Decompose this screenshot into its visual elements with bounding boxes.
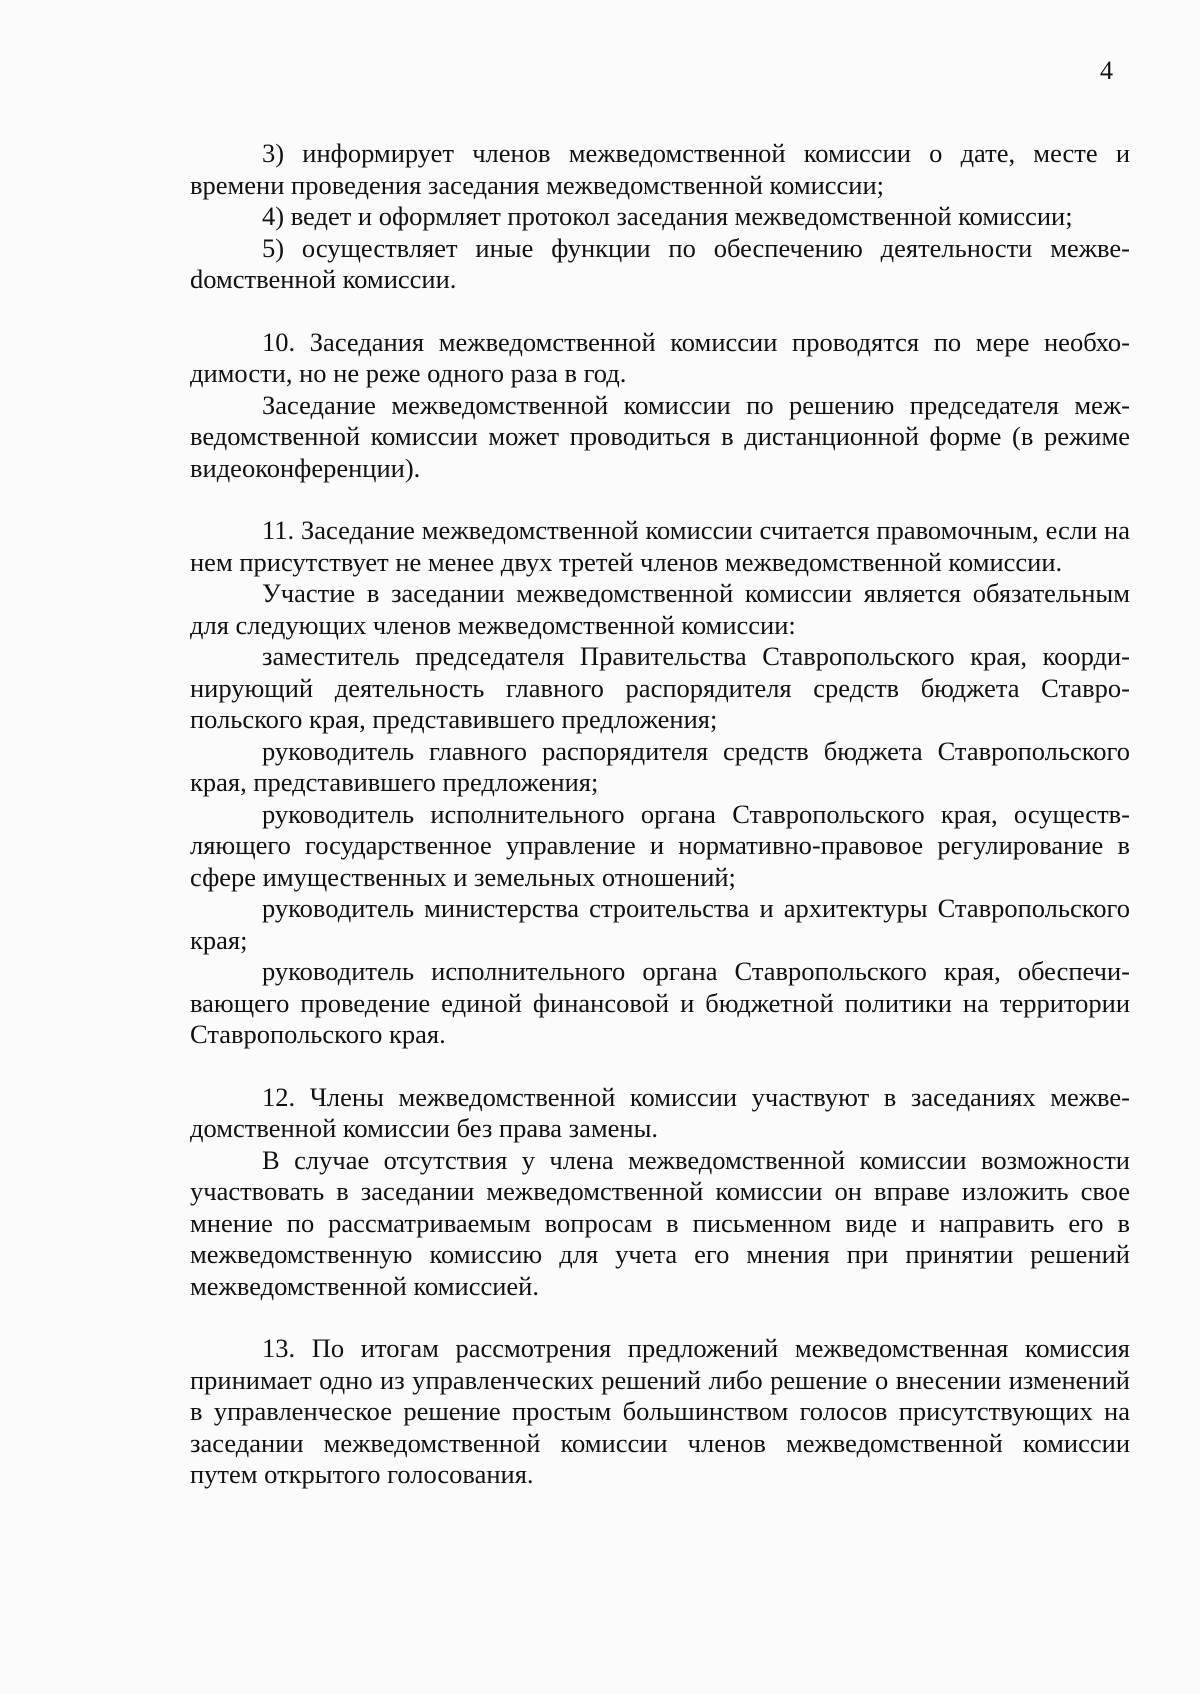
document-body xyxy=(190,138,1130,1491)
list-item-finance-authority: руководитель исполнительного органа Ставропольского края, обеспечивающего проведение единой финансовой и бюджетной политики на территории Ставропольского края. xyxy=(190,956,1130,1049)
paragraph-9-4: 4) ведет и оформляет протокол заседания межведомственной комиссии; xyxy=(262,201,1073,231)
paragraph-11-mandatory: Участие в заседании межведомственной комиссии является обязательным для следующих членов межведомственной комиссии: xyxy=(190,578,1130,640)
page-number: 4 xyxy=(1100,56,1113,85)
paragraph-10-remote: Заседание межведомственной комиссии по решению председателя межведомственной комиссии может проводиться в дистанционной форме (в режиме видеоконференции). xyxy=(190,389,1130,483)
paragraph-11: 11. Заседание межведомственной комиссии считается правомочным, если на нем присутствует не менее двух третей членов межведомственной комиссии. xyxy=(190,515,1130,577)
list-item-property-authority: руководитель исполнительного органа Ставропольского края, осуществляющего государственное управление и нормативно-правовое регулирование в сфере имущественных и земельных отношений; xyxy=(190,798,1130,892)
paragraph-9-5: 5) осуществляет иные функции по обеспечению деятельности межвеdомственной комиссии. xyxy=(190,232,1130,294)
paragraph-12-absence: В случае отсутствия у члена межведомственной комиссии возможности участвовать в заседании межведомственной комиссии он вправе изложить свое мнение по рассматриваемым вопросам в письменном виде и направить его в межведомственную комиссию для учета его мнения при принятии решений межведомственной комиссией. xyxy=(190,1144,1130,1301)
paragraph-13: 13. По итогам рассмотрения предложений межведомственная комиссия принимает одно из управленческих решений либо решение о внесении изменений в управленческое решение простым большинством голосов присутствующих на заседании межведомственной комиссии членов межведомственной комиссии путем открытого голосования. xyxy=(190,1333,1130,1489)
list-item-budget-manager: руководитель главного распорядителя средств бюджета Ставропольского края, представившего предложения; xyxy=(190,735,1130,797)
paragraph-12: 12. Члены межведомственной комиссии участвуют в заседаниях межведомственной комиссии без права замены. xyxy=(190,1081,1130,1143)
list-item-deputy-chairman: заместитель председателя Правительства Ставропольского края, координирующий деятельность главного распорядителя средств бюджета Ставропольского края, представившего предложения; xyxy=(190,641,1130,734)
list-item-construction-ministry: руководитель министерства строительства и архитектуры Ставропольского края; xyxy=(190,893,1130,955)
paragraph-10: 10. Заседания межведомственной комиссии проводятся по мере необходимости, но не реже одного раза в год. xyxy=(190,326,1130,388)
paragraph-9-3: 3) информирует членов межведомственной комиссии о дате, месте и времени проведения заседания межведомственной комиссии; xyxy=(190,138,1130,200)
